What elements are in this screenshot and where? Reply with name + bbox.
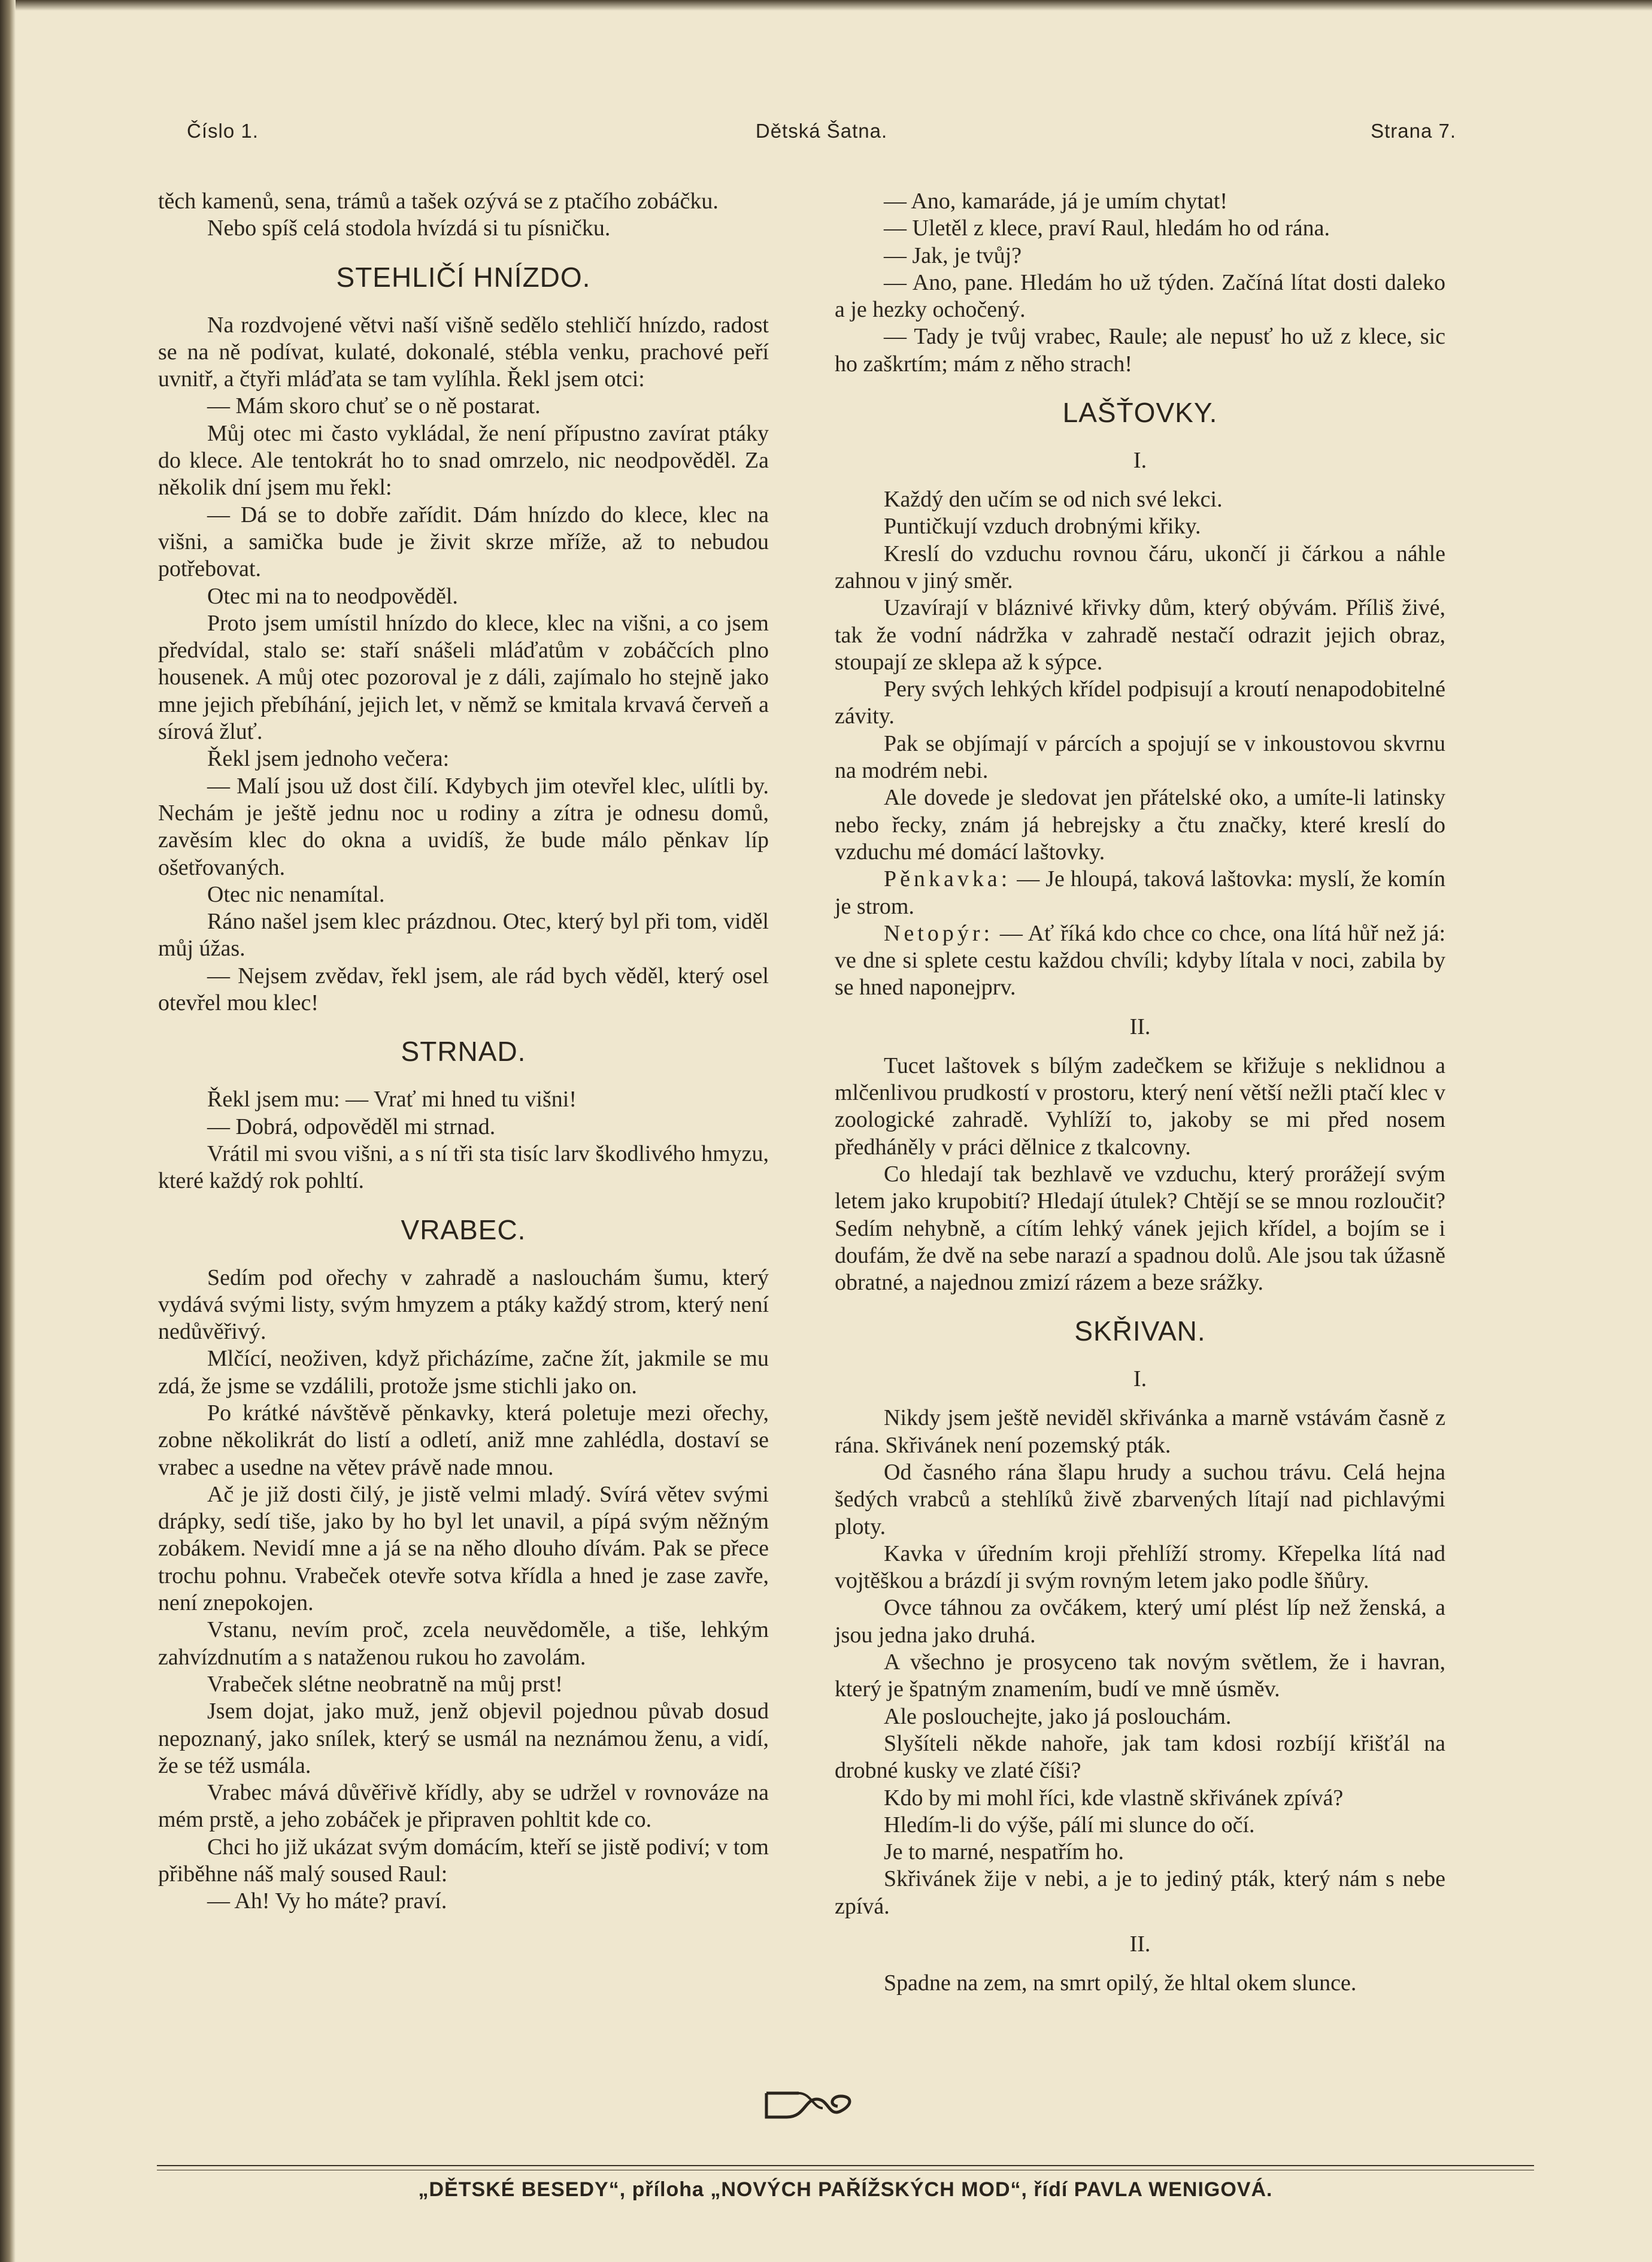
page-edge-top — [0, 0, 1652, 11]
paragraph: Na rozdvojené větvi naší višně sedělo stehličí hnízdo, radost se na ně podívat, kulaté, dokonalé, stébla venku, prachové peří uvnitř, a čtyři mláďata se tam vylíhla. Řekl jsem otci: — [158, 312, 769, 392]
paragraph: Skřivánek žije v nebi, a je to jediný pták, který nám s nebe zpívá. — [835, 1866, 1445, 1919]
paragraph: Kreslí do vzduchu rovnou čáru, ukončí ji čárkou a náhle zahnou v jiný směr. — [835, 541, 1445, 593]
paragraph: Otec nic nenamítal. — [207, 881, 385, 907]
paragraph: Pery svých lehkých křídel podpisují a kroutí nenapodobitelné závity. — [835, 677, 1445, 729]
section-title-vrabec: VRABEC. — [401, 1214, 526, 1245]
paragraph-netopyr — [835, 920, 1445, 1002]
section-title-lastovky: LAŠŤOVKY. — [1062, 397, 1218, 429]
dialogue-line: — Jak, je tvůj? — [884, 242, 1022, 268]
part-number: II. — [1129, 1932, 1151, 1957]
paragraph-penkavka — [835, 866, 1445, 920]
paragraph: Kavka v úředním kroji přehlíží stromy. Křepelka lítá nad vojtěškou a brázdí ji svým rovným letem jako podle šňůry. — [835, 1541, 1445, 1594]
paragraph: Otec mi na to neodpověděl. — [207, 583, 458, 609]
paragraph: — Dá se to dobře zařídit. Dám hnízdo do klece, klec na višni, a samička bude je živit skrze mříže, až to nebudou potřebovat. — [158, 502, 769, 582]
paragraph: Můj otec mi často vykládal, že není přípustno zavírat ptáky do klece. Ale tentokrát ho to snad omrzelo, nic neodpověděl. Za několik dní jsem mu řekl: — [158, 420, 769, 501]
paragraph: Slyšíteli někde nahoře, jak tam kdosi rozbíjí křišťál na drobné kusky ve zlaté číši? — [835, 1730, 1445, 1784]
section-title-stehlici: STEHLIČÍ HNÍZDO. — [336, 261, 591, 293]
paragraph: Vrabec mává důvěřivě křídly, aby se udržel v rovnováze na mém prstě, a jeho zobáček je připraven pohltit kde co. — [158, 1780, 769, 1833]
part-number: I. — [1133, 1366, 1147, 1392]
paragraph: — Malí jsou už dost čilí. Kdybych jim otevřel klec, ulítli by. Nechám je ještě jednu noc u rodiny a zítra je odnesu domů, zavěsím klec do okna a uvidíš, že bude málo pěnkav líp ošetřovaných. — [158, 773, 769, 880]
paragraph: — Ah! Vy ho máte? praví. — [207, 1888, 447, 1914]
publication-title: Dětská Šatna. — [755, 120, 888, 142]
paragraph: Vrátil mi svou višni, a s ní tři sta tisíc larv škodlivého hmyzu, které každý rok pohltí. — [158, 1141, 769, 1194]
paragraph: Jsem dojat, jako muž, jenž objevil pojednou půvab dosud nepoznaný, jako snílek, který se usmál na neznámou ženu, a vidí, že se též usmála. — [158, 1699, 769, 1778]
paragraph: Od časného rána šlapu hrudy a suchou trávu. Celá hejna šedých vrabců a stehlíků živě zbarvených lítají nad pichlavými ploty. — [835, 1459, 1445, 1539]
page-header — [187, 120, 1456, 156]
paragraph: Hledím-li do výše, pálí mi slunce do očí. — [884, 1812, 1255, 1838]
paragraph: Spadne na zem, na smrt opilý, že hltal okem slunce. — [884, 1970, 1357, 1996]
paragraph: Proto jsem umístil hnízdo do klece, klec na višni, a co jsem předvídal, stalo se: staří snášeli mláďatům v zobáčcích plno housenek. A můj otec pozoroval je z dáli, zajímalo ho stejně jako mne jejich přebíhání, jejich let, v němž se kmitala krvavá červeň a sírová žluť. — [158, 610, 769, 745]
part-number: I. — [1133, 448, 1147, 474]
section-title-strnad: STRNAD. — [401, 1036, 526, 1068]
page-edge-left — [0, 0, 16, 2262]
paragraph: Puntičkují vzduch drobnými křiky. — [884, 514, 1201, 539]
paragraph: Vrabeček slétne neobratně na můj prst! — [207, 1671, 563, 1697]
paragraph: Řekl jsem mu: — Vrať mi hned tu višni! — [207, 1087, 577, 1112]
dialogue-line: — Uletěl z klece, praví Raul, hledám ho od rána. — [884, 216, 1330, 241]
ornament-icon — [763, 2087, 859, 2123]
paragraph: Vstanu, nevím proč, zcela neuvědoměle, a tiše, lehkým zahvízdnutím a s nataženou rukou ho zavolám. — [158, 1617, 769, 1670]
paragraph: Co hledají tak bezhlavě ve vzduchu, který prorážejí svým letem jako krupobití? Hledají útulek? Chtějí se se mnou rozloučit? Sedím nehybně, a cítím lehký vánek jejich křídel, a bojím se i doufám, že dvě na sebe narazí a spadnou dolů. Ale jsou tak úžasně obratné, a najednou zmizí rázem a beze srážky. — [835, 1161, 1445, 1296]
paragraph: — Dobrá, odpověděl mi strnad. — [207, 1114, 496, 1139]
paragraph: Tucet laštovek s bílým zadečkem se křižuje s neklidnou a mlčenlivou prudkostí v prostoru, který není větší nežli ptačí klec v zoologické zahradě. Vyhlíží to, jakoby se mi před nosem předháněly v práci dělnice z tkalcovny. — [835, 1053, 1445, 1160]
speech: — Ať říká kdo chce co chce, ona lítá hůř než já: ve dne si splete cestu každou chvíli; kdyby lítala v noci, zabila by se hned naponejprv. — [835, 920, 1445, 1000]
speaker-netopyr: Netopýr: — [884, 920, 994, 946]
right-column — [835, 188, 1445, 1997]
paragraph: Ač je již dosti čilý, je jistě velmi mladý. Svírá větev svými drápky, sedí tiše, jako by ho byl let unavil, a pípá svým něžným zobákem. Nevidí mne a já se na něho dlouho dívám. Pak se přece trochu pohnu. Vrabeček otevře sotva křídla a hned je zase zavře, není znepokojen. — [158, 1481, 769, 1616]
part-number: II. — [1129, 1014, 1151, 1039]
paragraph: Nikdy jsem ještě neviděl skřivánka a marně vstávám časně z rána. Skřivánek není pozemský pták. — [835, 1405, 1445, 1458]
paragraph: Nebo spíš celá stodola hvízdá si tu písničku. — [207, 216, 611, 241]
speech: — Je hloupá, taková laštovka: myslí, že komín je strom. — [835, 866, 1446, 919]
paragraph: těch kamenů, sena, trámů a tašek ozývá se z ptačího zobáčku. — [158, 189, 719, 214]
paragraph: A všechno je prosyceno tak novým světlem, že i havran, který je špatným znamením, budí ve mně úsměv. — [835, 1649, 1445, 1702]
paragraph: Ale poslouchejte, jako já poslouchám. — [884, 1703, 1232, 1729]
paragraph: Řekl jsem jednoho večera: — [207, 746, 450, 772]
page-number: Strana 7. — [1371, 120, 1456, 142]
dialogue-line: — Ano, kamaráde, já je umím chytat! — [884, 189, 1228, 214]
paragraph: Každý den učím se od nich své lekci. — [884, 487, 1223, 513]
paragraph: Po krátké návštěvě pěnkavky, která poletuje mezi ořechy, zobne několikrát do listí a odletí, aniž mne zahlédla, dostaví se vrabec a usedne na větev právě nade mnou. — [158, 1400, 769, 1480]
paragraph: — Nejsem zvědav, řekl jsem, ale rád bych věděl, který osel otevřel mou klec! — [158, 963, 769, 1016]
dialogue-line: — Ano, pane. Hledám ho už týden. Začíná lítat dosti daleko a je hezky ochočený. — [835, 269, 1445, 323]
section-title-skrivan: SKŘIVAN. — [1074, 1315, 1206, 1347]
issue-number: Číslo 1. — [187, 120, 259, 142]
paragraph: Sedím pod ořechy v zahradě a naslouchám šumu, který vydává svými listy, svým hmyzem a ptáky každý strom, který není nedůvěřivý. — [158, 1265, 769, 1345]
speaker-penkavka: Pěnkavka: — [884, 866, 1011, 892]
paragraph: Ráno našel jsem klec prázdnou. Otec, který byl při tom, viděl můj úžas. — [158, 909, 769, 962]
page-footer: „DĚTSKÉ BESEDY“, příloha „NOVÝCH PAŘÍŽSKÝCH MOD“, řídí PAVLA WENIGOVÁ. — [418, 2178, 1273, 2201]
paragraph: Ovce táhnou za ovčákem, který umí plést líp než ženská, a jsou jedna jako druhá. — [835, 1595, 1445, 1648]
paragraph: Kdo by mi mohl říci, kde vlastně skřivánek zpívá? — [884, 1785, 1344, 1811]
paragraph: Je to marné, nespatřím ho. — [884, 1839, 1124, 1865]
dialogue-line: — Tady je tvůj vrabec, Raule; ale nepusť ho už z klece, sic ho zaškrtím; mám z něho strach! — [835, 324, 1445, 377]
paragraph: Chci ho již ukázat svým domácím, kteří se jistě podiví; v tom přiběhne náš malý soused Raul: — [158, 1834, 769, 1887]
paragraph: Ale dovede je sledovat jen přátelské oko, a umíte-li latinsky nebo řecky, znám já hebrejsky a čtu značky, které kreslí do vzduchu mé domácí laštovky. — [835, 785, 1445, 865]
paragraph: — Mám skoro chuť se o ně postarat. — [207, 393, 541, 419]
footer-rule-top — [157, 2165, 1534, 2166]
paragraph: Uzavírají v bláznivé křivky dům, který obývám. Příliš živé, tak že vodní nádržka v zahradě nestačí odrazit jejich obraz, stoupají ze sklepa až k sýpce. — [835, 595, 1445, 675]
left-column — [158, 188, 769, 1915]
paragraph: Mlčící, neoživen, když přicházíme, začne žít, jakmile se mu zdá, že jsme se vzdálili, protože jsme stichli jako on. — [158, 1346, 769, 1399]
paragraph: Pak se objímají v párcích a spojují se v inkoustovou skvrnu na modrém nebi. — [835, 730, 1445, 784]
